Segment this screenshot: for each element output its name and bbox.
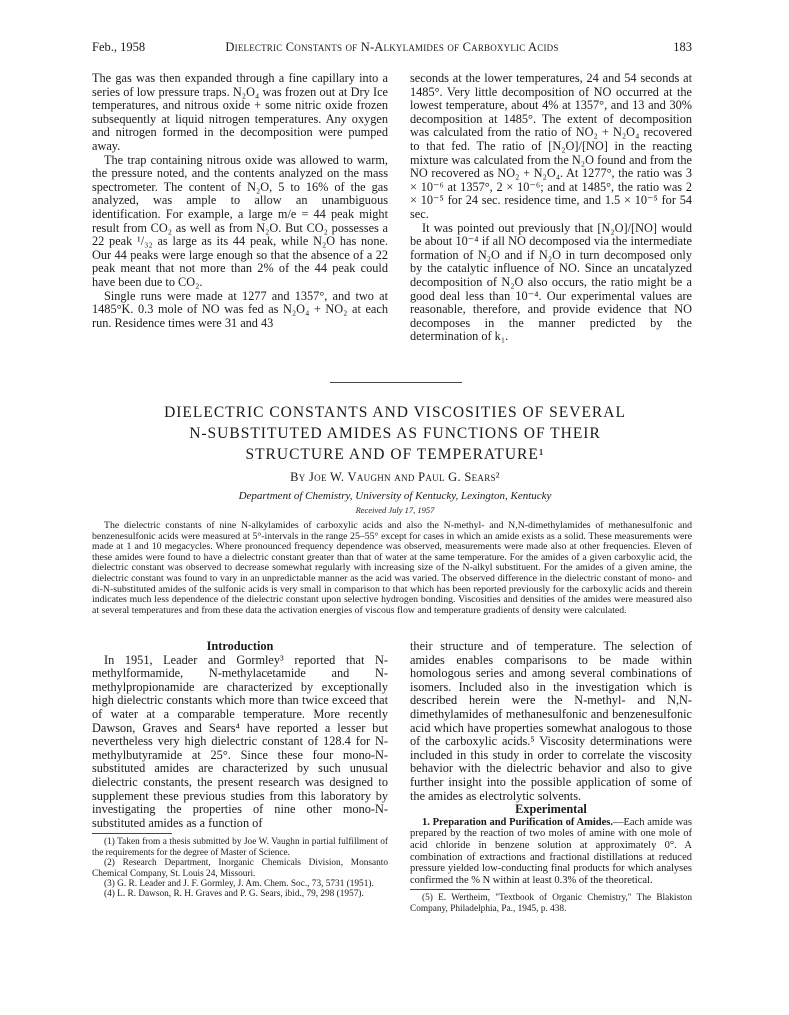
article-title <box>100 402 690 465</box>
header-running-title: Dielectric Constants of N-Alkylamides of Carboxylic Acids <box>225 40 559 54</box>
footnote: (1) Taken from a thesis submitted by Joe W. Vaughn in partial fulfillment of the requirements for the degree of Master of Science. <box>92 837 388 858</box>
bottom-left-column <box>92 640 388 900</box>
footnote: (3) G. R. Leader and J. F. Gormley, J. Am. Chem. Soc., 73, 5731 (1951). <box>104 878 374 889</box>
page-header <box>92 40 692 58</box>
title-line: DIELECTRIC CONSTANTS AND VISCOSITIES OF SEVERAL <box>164 404 626 421</box>
title-line: STRUCTURE AND OF TEMPERATURE¹ <box>245 446 545 463</box>
paragraph: In 1951, Leader and Gormley³ reported that N-methylformamide, N-methylacetamide and N-methylpropionamide are characterized by exceptionally high dielectric constants which more than twice exceed that of water at a comparable temperature. More recently Dawson, Graves and Sears⁴ have reported a lesser but nevertheless very high dielectric constant of 128.4 for N-methylbutyramide at 25°. Since these four mono-N-substituted amides are characterized by such unusual dielectric constants, the present research was designed to supplement these previous studies from this laboratory by investigating the properties of nine other mono-N-substituted amides as a function of <box>92 652 388 830</box>
bottom-right-column <box>410 640 692 914</box>
received-date: Received July 17, 1957 <box>355 505 435 515</box>
section-heading-experimental: Experimental <box>515 802 587 817</box>
top-left-column <box>92 72 388 330</box>
paragraph: their structure and of temperature. The selection of amides enables comparisons to be made within homologous series and among several combinations of isomers. Included also in the investigation which is described herein were the N-methyl- and N,N-dimethylamides of methanesulfonic and benzenesulfonic acid which have properties somewhat analogous to those of the carboxylic acids.⁵ Viscosity determinations were included in this study in order to correlate the viscosity behavior with the dielectric behavior and also to give further insight into the possible application of some of the amides as electrolytic solvents. <box>410 639 692 803</box>
header-page-number: 183 <box>673 40 692 54</box>
footnote: (4) L. R. Dawson, R. H. Graves and P. G. Sears, ibid., 79, 298 (1957). <box>104 889 364 900</box>
paragraph: Single runs were made at 1277 and 1357°, and two at 1485°K. 0.3 mole of NO was fed as N₂O₄ + NO₂ at each run. Residence times were 31 and 43 <box>92 288 388 330</box>
footnote-rule <box>410 889 490 890</box>
paragraph: The trap containing nitrous oxide was allowed to warm, the pressure noted, and the contents analyzed on the mass spectrometer. The content of N₂O, 5 to 16% of the gas analyzed, was ample to allow an unambiguous identification. For example, a large m/e = 44 peak might result from CO₂ as well as from N₂O. But CO₂ possesses a 22 peak ¹/₃₂ as large as its 44 peak, while N₂O has none. Our 44 peaks were large enough so that the absence of a 22 peak meant that not more than 2% of the 44 peak could have been due to CO₂. <box>92 152 388 289</box>
paragraph: The gas was then expanded through a fine capillary into a series of low pressure traps. N₂O₄ was frozen out at Dry Ice temperatures, and nitrous oxide + some nitric oxide frozen subsequently at liquid nitrogen temperatures. Any oxygen and nitrogen formed in the decomposition were pumped away. <box>92 71 388 153</box>
paragraph: seconds at the lower temperatures, 24 and 54 seconds at 1485°. Very little decomposition of NO occurred at the lowest temperature, about 4% at 1357°, and 13 and 30% decomposition at 1485°. The extent of decomposition was calculated from the ratio of NO₂ + N₂O₄ recovered to that fed. The ratio of [N₂O]/[NO] in the reacting mixture was calculated from the N₂O found and from the NO recovered as NO₂ + N₂O₄. At 1277°, the ratio was 3 × 10⁻⁶ at 1357°, 2 × 10⁻⁶; and at 1485°, the ratio was 2 × 10⁻⁵ for 24 sec. residence time, and 1.5 × 10⁻⁵ for 54 sec. <box>410 71 692 221</box>
footnote: (5) E. Wertheim, "Textbook of Organic Chemistry," The Blakiston Company, Philadelphia, Pa., 1945, p. 438. <box>410 893 692 914</box>
subsection-heading: 1. Preparation and Purification of Amides. <box>422 816 613 828</box>
article-authors: By Joe W. Vaughn and Paul G. Sears² <box>290 470 500 484</box>
section-heading-introduction: Introduction <box>206 639 274 653</box>
title-line: N-SUBSTITUTED AMIDES AS FUNCTIONS OF THEIR <box>189 425 601 442</box>
header-date: Feb., 1958 <box>92 40 146 54</box>
abstract <box>92 521 692 616</box>
experimental-paragraph <box>410 817 692 887</box>
top-right-column <box>410 72 692 344</box>
abstract-text: The dielectric constants of nine N-alkylamides of carboxylic acids and also the N-methyl- and N,N-dimethylamides of methanesulfonic and benzenesulfonic acids were measured at 5°-intervals in the range 25–55° except for cases in which an amide exists as a solid. These measurements were made at 1 and 10 megacycles. Where pronounced frequency dependence was observed, measurements were made also at other frequencies. Eleven of these amides were found to have a dielectric constant greater than that of water at the same temperature. For the amides of a given carboxylic acid, the dielectric constant was observed to decrease somewhat regularly with increasing size of the N-alkyl substituent. For the amides of a given amine, the dielectric constant was found to vary in an unpredictable manner as the acid was varied. The observed difference in the dielectric constant of mono- and di-N-substituted amides of the sulfonic acids is very small in comparison to that which has been reported previously for the carboxylic acids and therein indicates much less dependence of the dielectric constant upon selective hydrogen bonding. Viscosities and densities of the amides were measured also at several temperatures and from these data the activation energies of viscous flow and temperature gradients of density were calculated. <box>92 520 692 616</box>
footnote: (2) Research Department, Inorganic Chemicals Division, Monsanto Chemical Company, St. Louis 24, Missouri. <box>92 858 388 879</box>
article-affiliation: Department of Chemistry, University of Kentucky, Lexington, Kentucky <box>238 490 552 502</box>
paragraph: It was pointed out previously that [N₂O]/[NO] would be about 10⁻⁴ if all NO decomposed via the intermediate formation of N₂O and if N₂O in turn decomposed only by the catalytic influence of NO. Since an uncatalyzed decomposition of N₂O also occurs, the ratio might be a good deal less than 10⁻⁴. Our experimental values are reasonable, therefore, and provide evidence that NO decomposes in the manner predicted by the determination of k₁. <box>410 220 692 344</box>
article-separator-rule <box>330 382 462 383</box>
subsection-text: —Each amide was prepared by the reaction of two moles of amine with one mole of acid chloride in benzene solution at approximately 0°. A combination of extractions and fractional distillations at reduced pressure yielded low-conducting final products for which analyses confirmed the % N within at least 0.3% of the theoretical. <box>410 816 692 886</box>
footnote-rule <box>92 833 172 834</box>
